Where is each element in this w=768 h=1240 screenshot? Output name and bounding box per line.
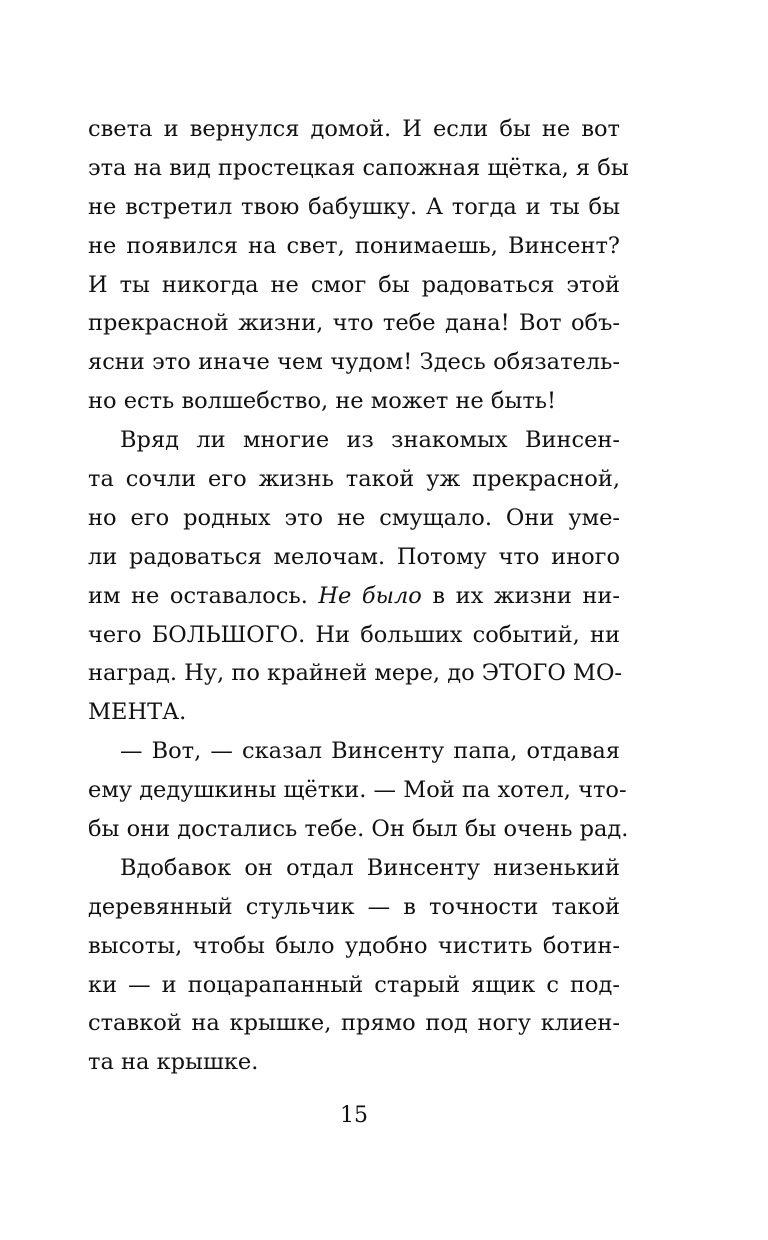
text-line: прекрасной жизни, что тебе дана! Вот объ- xyxy=(88,310,620,337)
paragraph-4 xyxy=(88,849,620,1082)
text-line: света и вернулся домой. И если бы не вот xyxy=(88,116,620,142)
text-run: в их жизни ни- xyxy=(421,582,620,609)
text-line: Вряд ли многие из знакомых Винсен- xyxy=(120,427,620,454)
text-line: высоты, чтобы было удобно чистить ботин- xyxy=(88,932,620,959)
text-line: но его родных это не смущало. Они уме- xyxy=(88,504,620,531)
text-line: та сочли его жизнь такой уж прекрасной, xyxy=(88,466,620,493)
text-line: та на крышке. xyxy=(88,1049,259,1076)
text-line: МЕНТА. xyxy=(88,699,187,726)
text-line-with-emphasis xyxy=(88,577,620,616)
text-line: не появился на свет, понимаешь, Винсент? xyxy=(88,232,620,259)
text-line: деревянный стульчик — в точности такой xyxy=(88,893,620,920)
text-line: наград. Ну, по крайней мере, до ЭТОГО МО- xyxy=(88,660,623,687)
emphasis-text: Не было xyxy=(318,582,422,609)
text-line: ки — и поцарапанный старый ящик с под- xyxy=(88,971,620,998)
text-line: ясни это иначе чем чудом! Здесь обязатель- xyxy=(88,349,620,376)
page-number: 15 xyxy=(340,1103,368,1128)
text-line: ставкой на крышке, прямо под ногу клиен- xyxy=(88,1010,620,1037)
text-line: — Вот, — сказал Винсенту папа, отдавая xyxy=(120,738,620,765)
text-line: эта на вид простецкая сапожная щётка, я бы xyxy=(88,154,629,181)
paragraph-2 xyxy=(88,421,623,732)
text-line: но есть волшебство, не может не быть! xyxy=(88,388,557,415)
text-line: чего БОЛЬШОГО. Ни больших событий, ни xyxy=(88,621,620,648)
text-line: Вдобавок он отдал Винсенту низенький xyxy=(120,854,620,881)
paragraph-3 xyxy=(88,732,629,849)
text-line: ли радоваться мелочам. Потому что иного xyxy=(88,543,620,570)
text-line: не встретил твою бабушку. А тогда и ты бы xyxy=(88,193,620,220)
text-line: ему дедушкины щётки. — Мой па хотел, что- xyxy=(88,777,627,804)
text-run: им не оставалось. xyxy=(88,582,319,609)
paragraph-1 xyxy=(88,110,629,421)
text-line: бы они достались тебе. Он был бы очень рад. xyxy=(88,816,629,843)
text-line: И ты никогда не смог бы радоваться этой xyxy=(88,271,620,298)
body-text xyxy=(88,110,629,1082)
